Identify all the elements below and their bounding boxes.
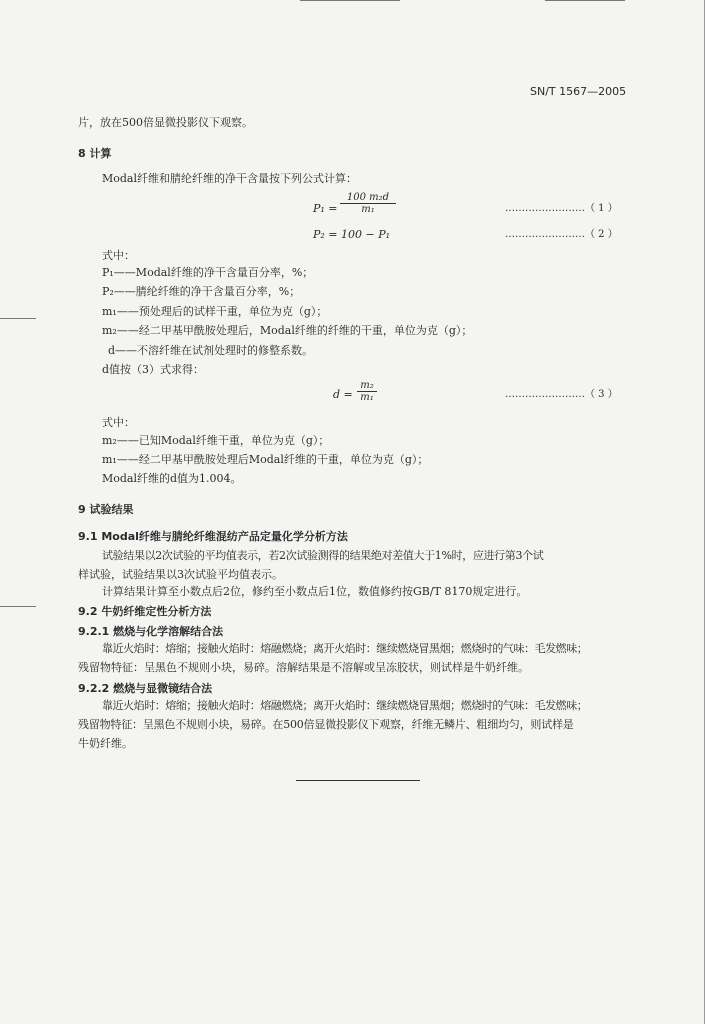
section-9-2-2-line3: 牛奶纤维。 (78, 737, 133, 750)
scan-edge-mark (0, 606, 36, 607)
eq1-tag: ……………………（ 1 ） (505, 203, 618, 214)
section-9-1-heading: 9.1 Modal纤维与腈纶纤维混纺产品定量化学分析方法 (78, 530, 348, 543)
section-9-1-p1-line1: 试验结果以2次试验的平均值表示，若2次试验测得的结果绝对差值大于1%时，应进行第3个试 (102, 549, 544, 562)
section-8-lead: Modal纤维和腈纶纤维的净干含量按下列公式计算： (102, 172, 358, 185)
section-9-heading: 9 试验结果 (78, 503, 134, 516)
definition-m2: m₂——经二甲基甲酰胺处理后，Modal纤维的纤维的干重，单位为克（g）； (102, 324, 473, 337)
eq3-fraction (357, 380, 377, 403)
where-label-2: 式中： (102, 416, 135, 429)
eq3-numerator: m₂ (360, 380, 374, 391)
d-value-lead: d值按（3）式求得： (102, 363, 205, 376)
eq3-tag: ……………………（ 3 ） (505, 389, 618, 400)
scan-edge-mark (300, 0, 400, 1)
eq2-expr: P₂ = 100 − P₁ (313, 228, 391, 241)
section-9-1-p1-line2: 样试验，试验结果以3次试验平均值表示。 (78, 568, 283, 581)
section-9-2-1-heading: 9.2.1 燃烧与化学溶解结合法 (78, 625, 224, 638)
section-9-2-heading: 9.2 牛奶纤维定性分析方法 (78, 605, 212, 618)
scan-edge-mark (545, 0, 625, 1)
eq1-lhs: P₁ = (313, 202, 338, 215)
eq3-lhs: d = (333, 388, 353, 401)
section-9-1-p2: 计算结果计算至小数点后2位，修约至小数点后1位，数值修约按GB/T 8170规定进行。 (102, 585, 528, 598)
eq1-fraction (340, 192, 396, 215)
section-9-2-2-line2: 残留物特征：呈黑色不规则小块，易碎。在500倍显微投影仪下观察，纤维无鳞片、粗细均匀，则试样是 (78, 718, 574, 731)
definition-p1: P₁——Modal纤维的净干含量百分率，%； (102, 266, 314, 279)
definition-m2-known: m₂——已知Modal纤维干重，单位为克（g）； (102, 434, 330, 447)
d-value-statement: Modal纤维的d值为1.004。 (102, 472, 242, 485)
section-9-2-1-line1: 靠近火焰时：熔缩；接触火焰时：熔融燃烧；离开火焰时：继续燃烧冒黑烟；燃烧时的气味：毛发燃味； (102, 642, 588, 655)
eq1-numerator: 100 m₂d (346, 192, 390, 203)
document-id: SN/T 1567—2005 (530, 85, 627, 98)
definition-m1: m₁——预处理后的试样干重，单位为克（g）； (102, 305, 328, 318)
section-9-2-2-heading: 9.2.2 燃烧与显微镜结合法 (78, 682, 213, 695)
definition-m1-treated: m₁——经二甲基甲酰胺处理后Modal纤维的干重，单位为克（g）； (102, 453, 429, 466)
eq1-denominator: m₁ (361, 204, 375, 215)
where-label: 式中： (102, 249, 135, 262)
end-rule (296, 780, 420, 781)
section-8-heading: 8 计算 (78, 147, 112, 160)
eq3-denominator: m₁ (360, 392, 374, 403)
definition-d: d——不溶纤维在试剂处理时的修整系数。 (108, 344, 314, 357)
definition-p2: P₂——腈纶纤维的净干含量百分率，%； (102, 285, 301, 298)
intro-line: 片，放在500倍显微投影仪下观察。 (78, 116, 253, 129)
section-9-2-2-line1: 靠近火焰时：熔缩；接触火焰时：熔融燃烧；离开火焰时：继续燃烧冒黑烟；燃烧时的气味：毛发燃味； (102, 699, 588, 712)
eq2-tag: ……………………（ 2 ） (505, 229, 618, 240)
section-9-2-1-line2: 残留物特征：呈黑色不规则小块，易碎。溶解结果是不溶解或呈冻胶状，则试样是牛奶纤维。 (78, 661, 529, 674)
scan-edge-mark (0, 318, 36, 319)
